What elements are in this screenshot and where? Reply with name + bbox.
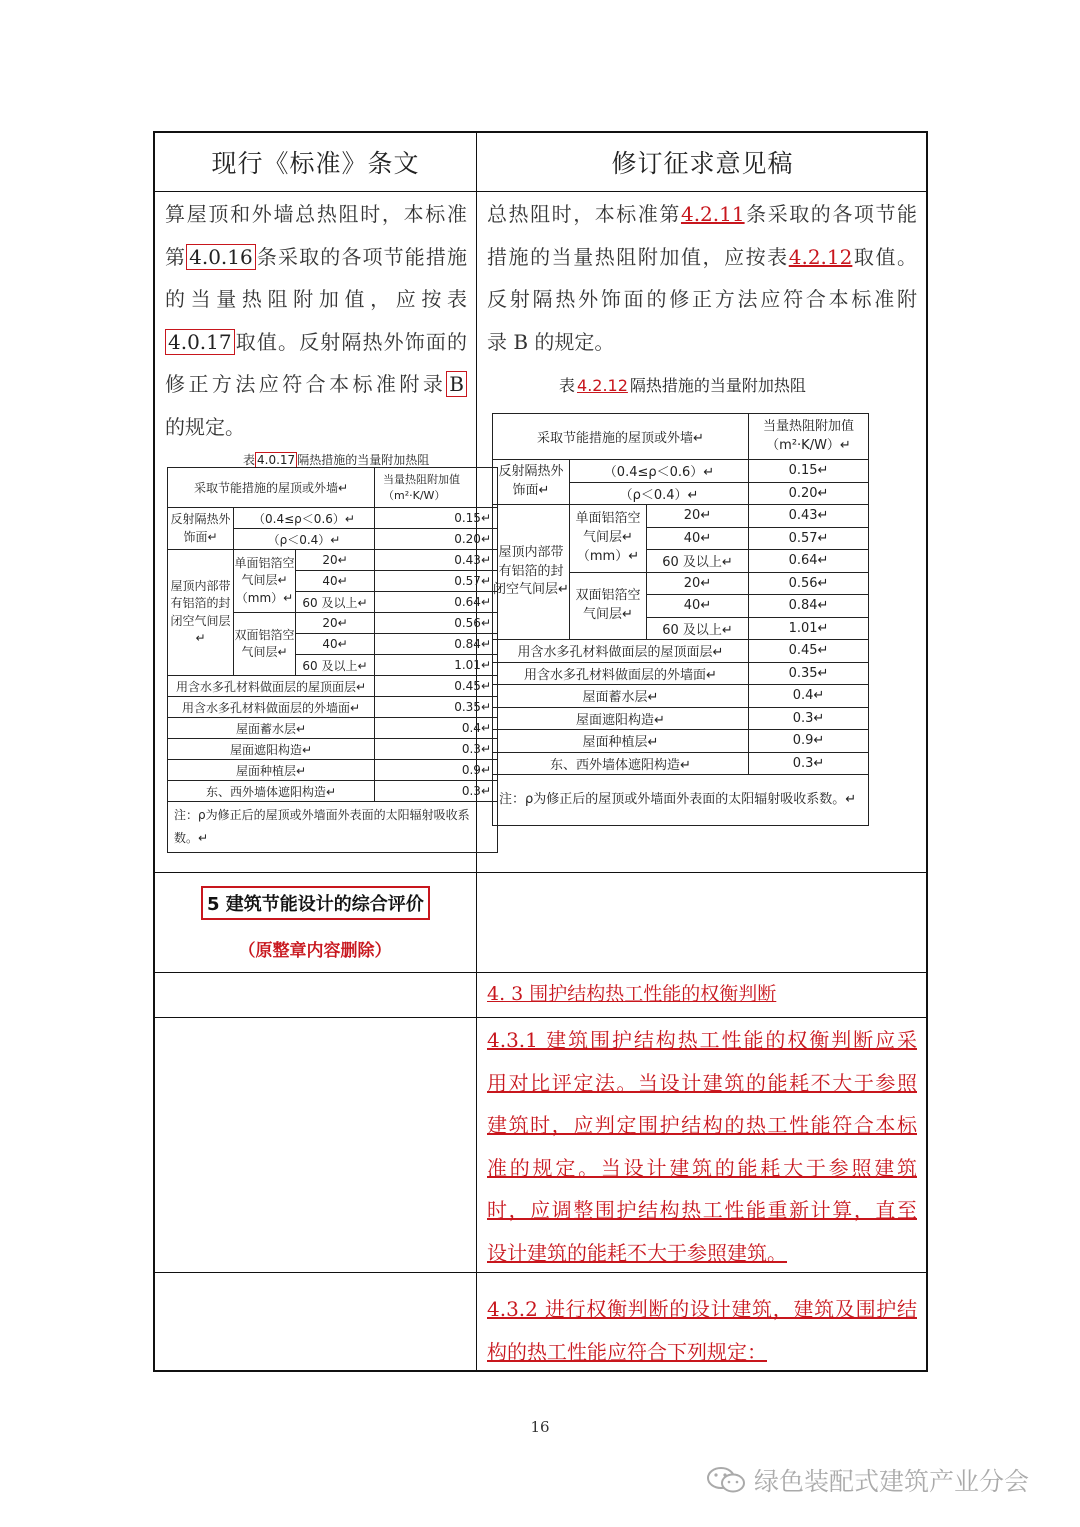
cell-value: 0.15↵ <box>749 460 869 483</box>
cell-value: 0.3↵ <box>375 781 498 802</box>
page-number: 16 <box>530 1418 550 1436</box>
cell-value: 1.01↵ <box>749 617 869 640</box>
header-revision-draft: 修订征求意见稿 <box>611 149 794 178</box>
text-line: 反射隔热外饰面的修正方法应符合本标准附 <box>487 287 917 311</box>
cell: 60 及以上↵ <box>647 550 749 573</box>
col-head-measure: 采取节能措施的屋顶或外墙↵ <box>493 414 749 460</box>
watermark <box>706 1462 1029 1498</box>
cell: 60 及以上↵ <box>296 655 375 676</box>
left-clause-text <box>165 193 467 448</box>
cell: 用含水多孔材料做面层的外墙面↵ <box>168 697 375 718</box>
cell-value: 0.43↵ <box>375 550 498 571</box>
text-line: 录 B 的规定。 <box>487 329 615 354</box>
cell-value: 0.3↵ <box>749 707 869 730</box>
cell-value: 0.35↵ <box>375 697 498 718</box>
cell: 40↵ <box>296 634 375 655</box>
text-line: 设计建筑的能耗不大于参照建筑。 <box>487 1240 787 1265</box>
cell-value: 0.20↵ <box>749 482 869 505</box>
text-line: 4.3.1 建筑围护结构热工性能的权衡判断应采 <box>487 1028 917 1052</box>
row-divider <box>155 872 926 873</box>
cell-value: 0.15↵ <box>375 508 498 529</box>
cell: 屋面遮阳构造↵ <box>168 739 375 760</box>
text-line: 4.3.2 进行权衡判断的设计建筑，建筑及围护结 <box>487 1297 917 1321</box>
row-double-foil: 双面铝箔空气间层↵ <box>570 572 647 640</box>
cell: 40↵ <box>647 527 749 550</box>
cell-value: 0.45↵ <box>375 676 498 697</box>
section43-title: 4. 3 围护结构热工性能的权衡判断 <box>487 983 777 1005</box>
cell: 屋面种植层↵ <box>493 730 749 753</box>
cell: 20↵ <box>296 550 375 571</box>
row-divider <box>155 1017 926 1018</box>
comparison-table <box>153 131 928 1372</box>
clause-432 <box>487 1288 917 1373</box>
row-reflect: 反射隔热外饰面↵ <box>493 460 570 505</box>
cell: 20↵ <box>647 505 749 528</box>
cell: 东、西外墙体遮阳构造↵ <box>168 781 375 802</box>
text-line: 4.0.17 取值。反射隔热外饰面的 <box>165 321 467 364</box>
cell: 用含水多孔材料做面层的屋顶面层↵ <box>168 676 375 697</box>
cell-value: 0.56↵ <box>749 572 869 595</box>
right-table-caption: 表 4.2.12 隔热措施的当量附加热阻 <box>559 376 806 395</box>
cell: 40↵ <box>647 595 749 618</box>
cell: （0.4≤ρ＜0.6）↵ <box>570 460 749 483</box>
text-line: 总热阻时，本标准第4.2.11条采取的各项节能 <box>487 202 918 226</box>
row-reflect: 反射隔热外饰面↵ <box>168 508 234 550</box>
cell-value: 0.20↵ <box>375 529 498 550</box>
cell-value: 0.84↵ <box>375 634 498 655</box>
cell-value: 0.64↵ <box>749 550 869 573</box>
cell: （ρ＜0.4）↵ <box>234 529 375 550</box>
cell-value: 0.43↵ <box>749 505 869 528</box>
cell-value: 0.4↵ <box>749 685 869 708</box>
table-ref: 4.0.17 <box>165 329 235 355</box>
text-line: 的规定。 <box>165 414 245 439</box>
cell: 60 及以上↵ <box>296 592 375 613</box>
cell-value: 0.57↵ <box>375 571 498 592</box>
cell-value: 0.84↵ <box>749 595 869 618</box>
text-line: 第 4.0.16 条采取的各项节能措施 <box>165 244 467 269</box>
table-note: 注：ρ为修正后的屋顶或外墙面外表面的太阳辐射吸收系数。↵ <box>493 775 869 826</box>
cell-value: 0.64↵ <box>375 592 498 613</box>
text-line: 准的规定。当设计建筑的能耗大于参照建筑 <box>487 1155 917 1180</box>
row-single-foil: 单面铝箔空气间层↵（mm）↵ <box>570 505 647 573</box>
text-line: 修正方法应符合本标准附录 B <box>165 363 467 406</box>
watermark-text: 绿色装配式建筑产业分会 <box>754 1467 1030 1496</box>
table-note: 注：ρ为修正后的屋顶或外墙面外表面的太阳辐射吸收系数。↵ <box>168 802 498 853</box>
clause-431 <box>487 1019 917 1274</box>
cell: 20↵ <box>647 572 749 595</box>
cell-value: 0.57↵ <box>749 527 869 550</box>
left-data-table <box>167 467 498 853</box>
cell-value: 0.35↵ <box>749 662 869 685</box>
clause-ref: 4.0.16 <box>186 244 256 270</box>
col-head-value: 当量热阻附加值（m²·K/W）↵ <box>749 414 869 460</box>
cell: 40↵ <box>296 571 375 592</box>
cell: 屋面蓄水层↵ <box>168 718 375 739</box>
cell-value: 0.9↵ <box>749 730 869 753</box>
cell-value: 0.9↵ <box>375 760 498 781</box>
cell: 屋面遮阳构造↵ <box>493 707 749 730</box>
row-single-foil: 单面铝箔空气间层↵（mm）↵ <box>234 550 296 613</box>
left-table-caption: 表 4.0.17 隔热措施的当量附加热阻 <box>243 453 430 467</box>
cell: （0.4≤ρ＜0.6）↵ <box>234 508 375 529</box>
cell-value: 0.3↵ <box>749 752 869 775</box>
cell: 屋面种植层↵ <box>168 760 375 781</box>
row-airlayer: 屋顶内部带有铝箔的封闭空气间层↵ <box>493 505 570 640</box>
cell-value: 0.56↵ <box>375 613 498 634</box>
cell: 60 及以上↵ <box>647 617 749 640</box>
text-line: 措施的当量热阻附加值，应按表4.2.12取值。 <box>487 244 918 269</box>
text-line: 算屋顶和外墙总热阻时，本标准 <box>165 202 467 226</box>
cell: 用含水多孔材料做面层的屋顶面层↵ <box>493 640 749 663</box>
text-line: 用对比评定法。当设计建筑的能耗不大于参照 <box>487 1070 917 1095</box>
row-divider <box>155 191 926 192</box>
cell: （ρ＜0.4）↵ <box>570 482 749 505</box>
text-line: 时，应调整围护结构热工性能重新计算，直至 <box>487 1198 917 1222</box>
text-line: 的当量热阻附加值，应按表 <box>165 287 467 311</box>
row-double-foil: 双面铝箔空气间层↵ <box>234 613 296 676</box>
header-current-standard: 现行《标准》条文 <box>211 149 420 178</box>
cell-value: 0.4↵ <box>375 718 498 739</box>
cell: 东、西外墙体遮阳构造↵ <box>493 752 749 775</box>
cell: 屋面蓄水层↵ <box>493 685 749 708</box>
table-ref: 4.2.12 <box>788 244 853 269</box>
cell: 用含水多孔材料做面层的外墙面↵ <box>493 662 749 685</box>
right-data-table <box>492 413 869 826</box>
wechat-icon <box>706 1465 746 1495</box>
section5-deleted-note: （原整章内容删除） <box>238 941 392 961</box>
cell-value: 0.45↵ <box>749 640 869 663</box>
left-table-clip <box>167 467 491 845</box>
col-head-value: 当量热阻附加值（m²·K/W） <box>375 468 498 508</box>
row-airlayer: 屋顶内部带有铝箔的封闭空气间层↵ <box>168 550 234 676</box>
clause-ref: 4.2.11 <box>680 202 745 226</box>
right-clause-text <box>487 193 917 363</box>
cell-value: 0.3↵ <box>375 739 498 760</box>
col-head-measure: 采取节能措施的屋顶或外墙↵ <box>168 468 375 508</box>
text-line: 建筑时，应判定围护结构的热工性能符合本标 <box>487 1113 917 1137</box>
cell-value: 1.01↵ <box>375 655 498 676</box>
cell: 20↵ <box>296 613 375 634</box>
appendix-ref: B <box>446 371 467 397</box>
text-line: 构的热工性能应符合下列规定： <box>487 1339 767 1364</box>
section5-title: 5 建筑节能设计的综合评价 <box>201 886 430 920</box>
